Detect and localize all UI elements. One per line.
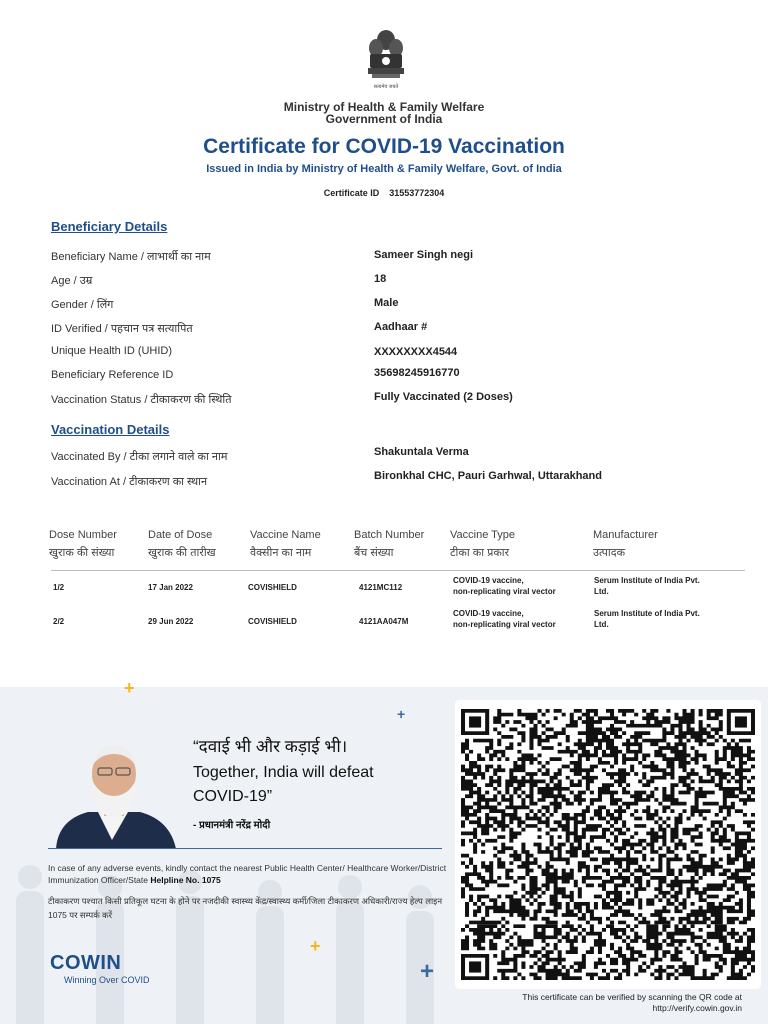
qr-finder-pattern: [469, 961, 481, 972]
reference-id-value: 35698245916770: [374, 367, 460, 379]
plus-icon: +: [420, 958, 435, 985]
vaccination-section-title: Vaccination Details: [51, 422, 170, 437]
advisory-english: In case of any adverse events, kindly contact the nearest Public Health Center/ Healthcare Worker/District Immunization Officer/State Helpline No. 1075: [48, 863, 447, 885]
quote-hindi: “दवाई भी और कड़ाई भी।: [193, 737, 348, 756]
row2-batch: 4121AA047M: [359, 617, 409, 626]
reference-id-label: Beneficiary Reference ID: [51, 369, 174, 381]
vaccination-at-value: Bironkhal CHC, Pauri Garhwal, Uttarakhand: [374, 470, 602, 482]
beneficiary-section-title: Beneficiary Details: [51, 219, 168, 234]
row2-dose: 2/2: [53, 617, 65, 626]
certificate-title: Certificate for COVID-19 Vaccination: [203, 135, 565, 158]
quote-attribution: - प्रधानमंत्री नरेंद्र मोदी: [193, 820, 271, 831]
col-vaccine-type: Vaccine Type टीका का प्रकार: [450, 529, 516, 559]
vaccinated-by-value: Shakuntala Verma: [374, 446, 469, 458]
id-verified-value: Aadhaar #: [374, 321, 428, 333]
certificate-id-value: 31553772304: [389, 188, 445, 198]
qr-finder-pattern: [469, 716, 481, 727]
row2-vaccine: COVISHIELD: [248, 617, 297, 626]
row1-dose: 1/2: [53, 583, 65, 592]
helpline-number: Helpline No. 1075: [150, 875, 221, 885]
qr-finder-pattern: [735, 716, 747, 727]
vaccination-at-label: Vaccination At / टीकाकरण का स्थान: [51, 476, 208, 488]
row1-vaccine: COVISHIELD: [248, 583, 297, 592]
row2-manufacturer: Serum Institute of India Pvt. Ltd.: [594, 609, 700, 629]
vaccination-status-label: Vaccination Status / टीकाकरण की स्थिति: [51, 394, 232, 406]
footer-divider: [48, 848, 442, 849]
certificate-id-label: Certificate ID: [323, 188, 380, 198]
row1-date: 17 Jan 2022: [148, 583, 193, 592]
national-emblem-icon: [364, 26, 408, 94]
emblem-caption: सत्यमेव जयते: [373, 84, 399, 90]
plus-icon: +: [310, 936, 321, 956]
prime-minister-portrait: [48, 736, 178, 849]
advisory-hindi: टीकाकरण पश्चात किसी प्रतिकूल घटना के होने पर नजदीकी स्वास्थ्य केंद्र/स्वास्थ्य कर्मी/जिला टीकाकरण अधिकारी/राज्य हेल्प लाइन 1075 पर सम्पर्क करें: [48, 896, 443, 920]
ministry-name: Ministry of Health & Family Welfare: [283, 100, 485, 114]
uhid-value: XXXXXXXX4544: [374, 346, 458, 358]
col-batch-number: Batch Number बैंच संख्या: [354, 529, 425, 559]
age-value: 18: [374, 273, 387, 285]
verify-note: This certificate can be verified by scanning the QR code at http://verify.cowin.gov.in: [522, 992, 742, 1013]
col-manufacturer: Manufacturer उत्पादक: [593, 529, 658, 559]
age-label: Age / उम्र: [51, 275, 93, 287]
id-verified-label: ID Verified / पहचान पत्र सत्यापित: [51, 323, 193, 335]
quote-english: Together, India will defeat COVID-19”: [193, 764, 374, 805]
beneficiary-name-value: Sameer Singh negi: [374, 249, 474, 261]
qr-code: [461, 709, 755, 980]
beneficiary-name-label: Beneficiary Name / लाभार्थी का नाम: [51, 251, 211, 263]
government-name: Government of India: [325, 112, 443, 126]
gender-label: Gender / लिंग: [51, 299, 114, 311]
cowin-tagline: Winning Over COVID: [64, 975, 150, 985]
row2-date: 29 Jun 2022: [148, 617, 194, 626]
vaccination-status-value: Fully Vaccinated (2 Doses): [374, 391, 513, 403]
row1-type: COVID-19 vaccine, non-replicating viral vector: [453, 576, 556, 596]
cowin-logo: COWIN: [50, 952, 122, 974]
row1-manufacturer: Serum Institute of India Pvt. Ltd.: [594, 576, 700, 596]
vaccinated-by-label: Vaccinated By / टीका लगाने वाले का नाम: [51, 451, 228, 463]
row1-batch: 4121MC112: [359, 583, 403, 592]
row2-type: COVID-19 vaccine, non-replicating viral vector: [453, 609, 556, 629]
col-date-of-dose: Date of Dose खुराक की तारीख: [148, 529, 216, 559]
qr-code-panel: [455, 700, 761, 989]
col-dose-number: Dose Number खुराक की संख्या: [49, 529, 117, 559]
gender-value: Male: [374, 297, 399, 309]
verify-url[interactable]: http://verify.cowin.gov.in: [652, 1003, 742, 1013]
plus-icon: +: [124, 678, 135, 698]
table-divider: [51, 570, 745, 571]
issued-by: Issued in India by Ministry of Health & Family Welfare, Govt. of India: [206, 163, 562, 175]
certificate-id-line: [0, 188, 768, 198]
uhid-label: Unique Health ID (UHID): [51, 345, 173, 357]
plus-icon: +: [397, 706, 406, 722]
col-vaccine-name: Vaccine Name वैक्सीन का नाम: [250, 529, 321, 559]
